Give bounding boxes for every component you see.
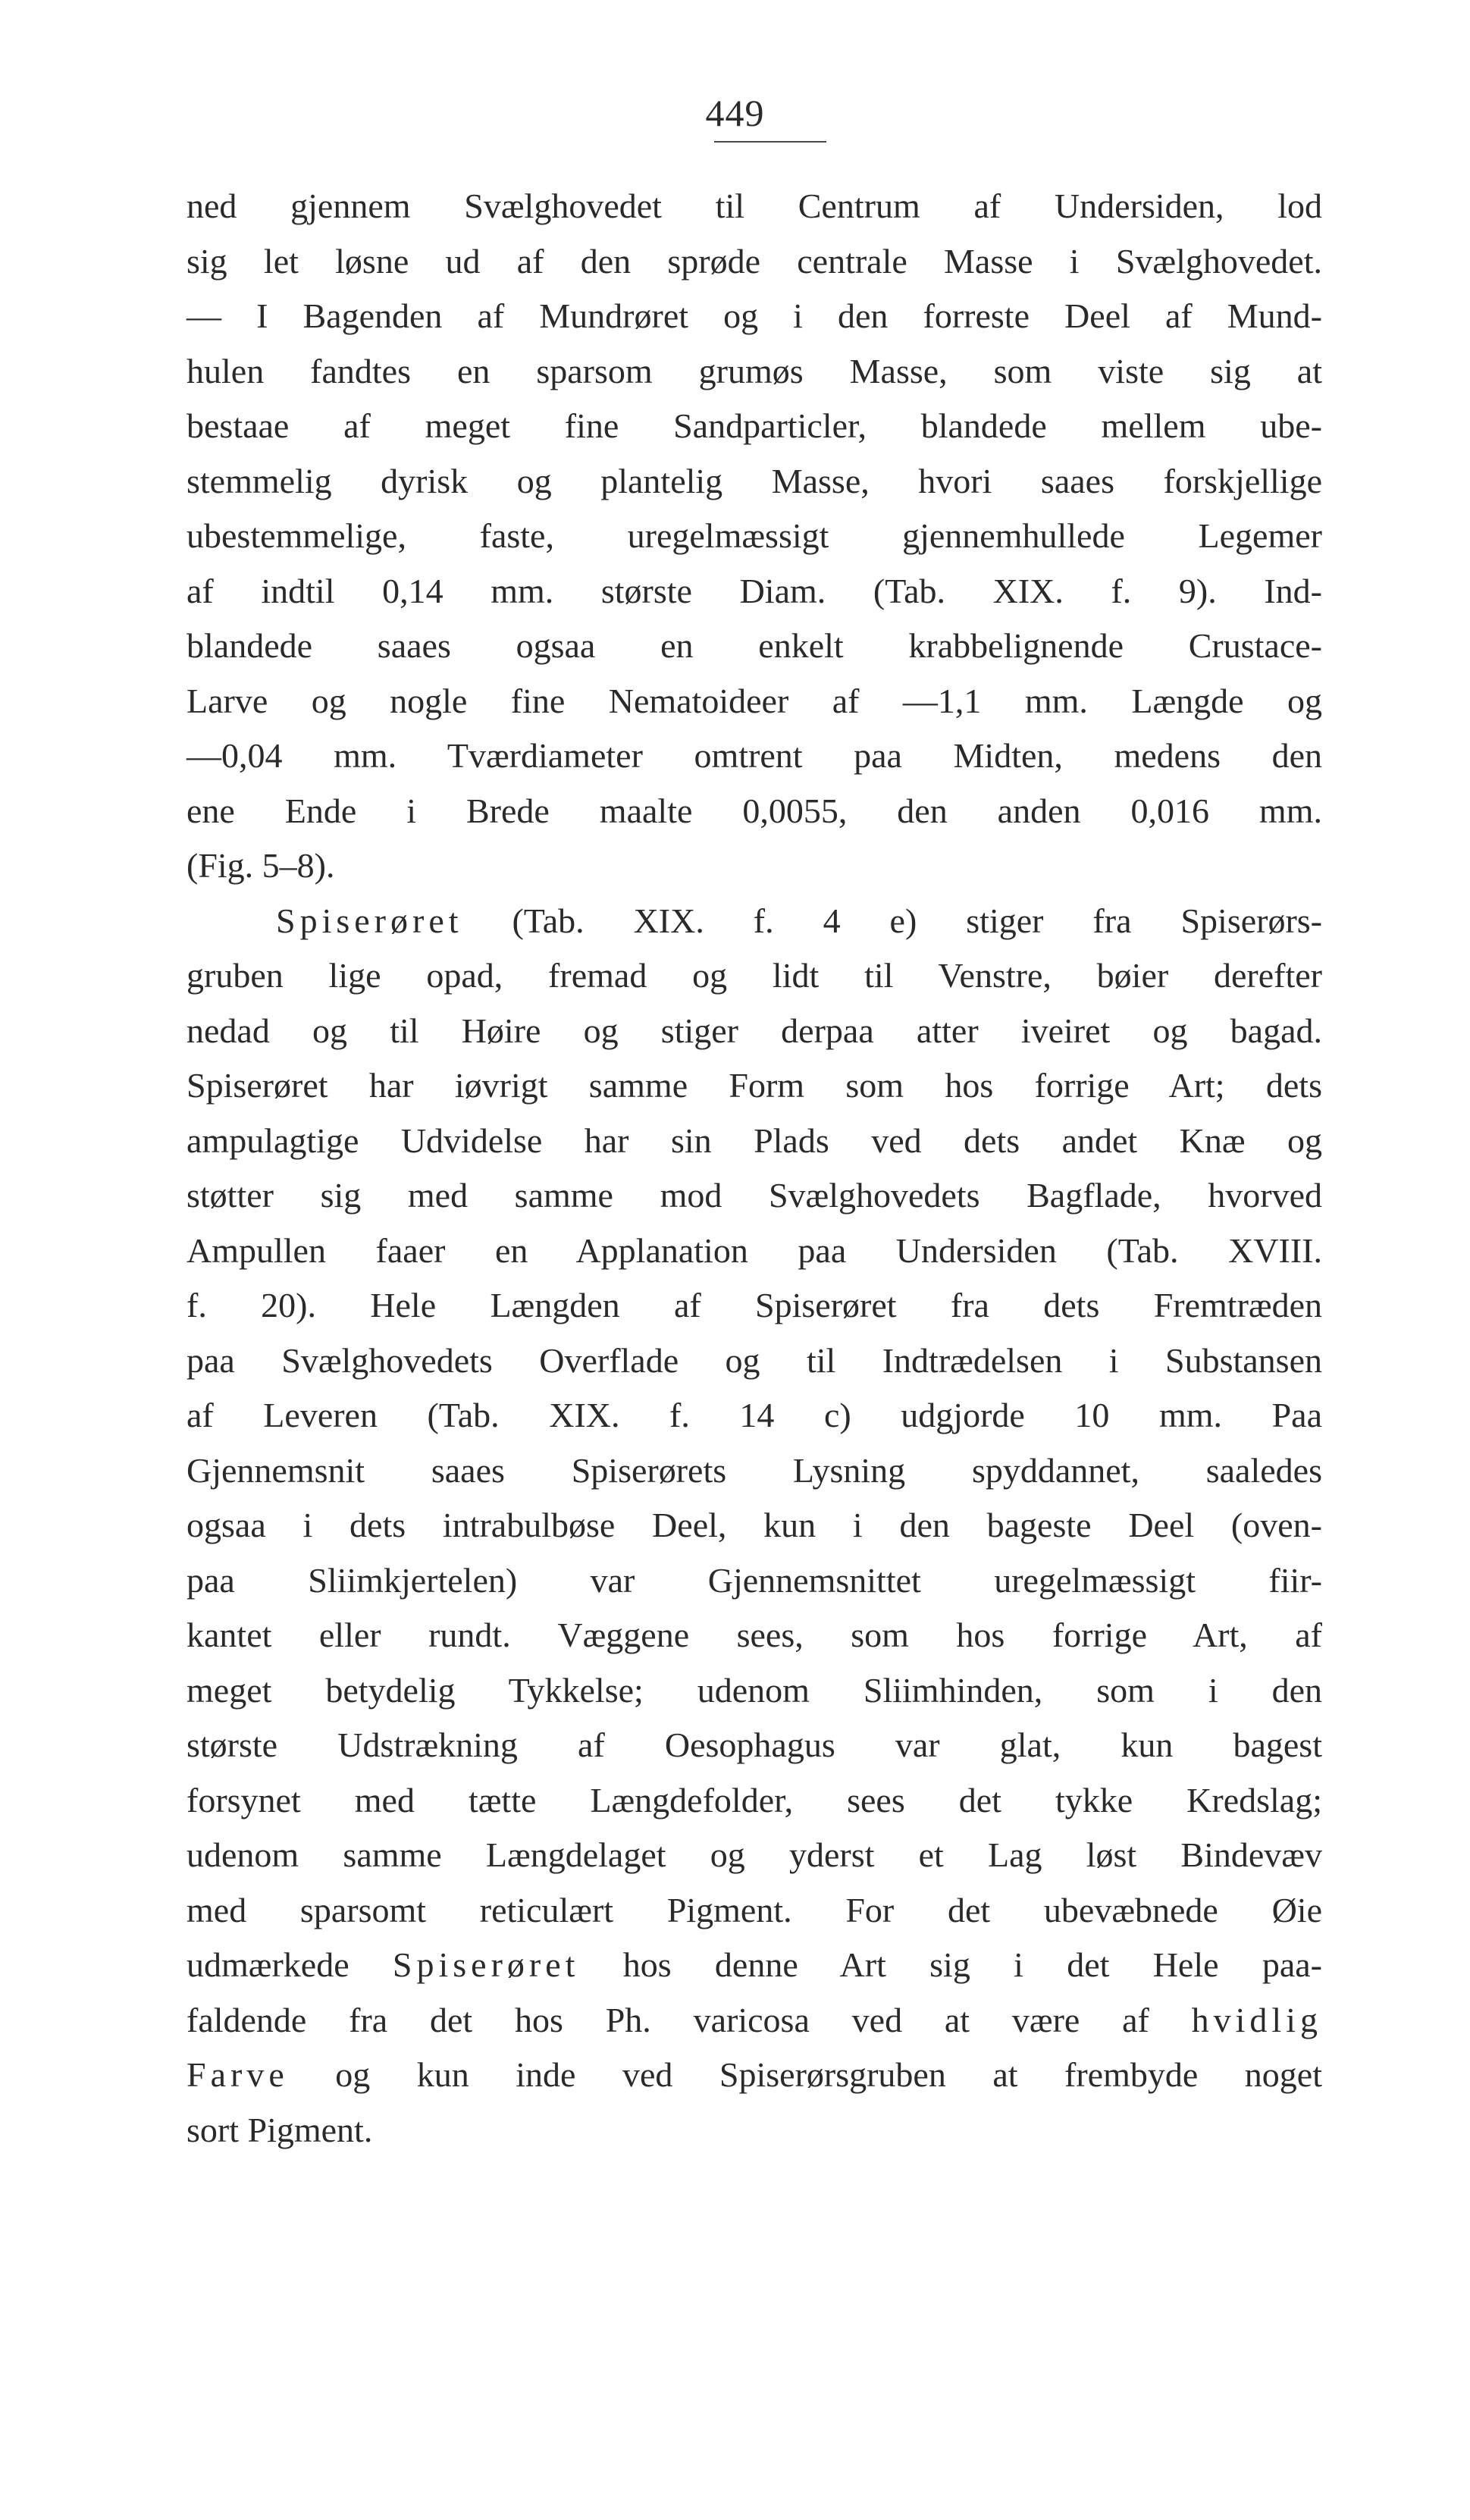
text-line: af Leveren (Tab. XIX. f. 14 c) udgjorde 10 mm. Paa [186, 1396, 1322, 1434]
spaced-term: hvidlig [1191, 2000, 1322, 2039]
text-line: Gjennemsnit saaes Spiserørets Lysning spyddannet, saaledes [186, 1450, 1322, 1490]
text-line [186, 1938, 1322, 1993]
text-line: største Udstrækning af Oesophagus var glat, kun bagest [186, 1725, 1322, 1764]
text-line: Ampullen faaer en Applanation paa Undersiden (Tab. XVIII. [186, 1230, 1322, 1270]
text-line: Spiserøret har iøvrigt samme Form som hos forrige Art; dets [186, 1066, 1322, 1105]
text-line: stemmelig dyrisk og plantelig Masse, hvori saaes forskjellige [186, 461, 1322, 500]
text-line: ned gjennem Svælghovedet til Centrum af Undersiden, lod [186, 186, 1322, 225]
text-run: og kun inde ved Spiserørsgruben at frembyde noget [288, 2055, 1322, 2094]
text-line: f. 20). Hele Længden af Spiserøret fra dets Fremtræden [186, 1286, 1322, 1324]
text-line: sig let løsne ud af den sprøde centrale Masse i Svælghovedet. [186, 241, 1322, 281]
text-line [186, 894, 1322, 949]
spaced-term: Spiserøret [276, 901, 463, 940]
text-line: udenom samme Længdelaget og yderst et Lag løst Bindevæv [186, 1835, 1322, 1874]
text-run: hos denne Art sig i det Hele paa- [579, 1945, 1322, 1984]
text-line: af indtil 0,14 mm. største Diam. (Tab. XIX. f. 9). Ind- [186, 571, 1322, 610]
text-run: udmærkede [186, 1945, 393, 1984]
text-line: paa Sliimkjertelen) var Gjennemsnittet uregelmæssigt fiir- [186, 1560, 1322, 1600]
text-line: med sparsomt reticulært Pigment. For det ubevæbnede Øie [186, 1890, 1322, 1929]
page-number-rule [714, 141, 826, 143]
text-line: støtter sig med samme mod Svælghovedets Bagflade, hvorved [186, 1176, 1322, 1215]
text-line: — I Bagenden af Mundrøret og i den forreste Deel af Mund- [186, 296, 1322, 335]
text-line: ene Ende i Brede maalte 0,0055, den anden 0,016 mm. [186, 791, 1322, 830]
text-line: hulen fandtes en sparsom grumøs Masse, som viste sig at [186, 351, 1322, 390]
text-line: kantet eller rundt. Væggene sees, som hos forrige Art, af [186, 1616, 1322, 1654]
text-line: sort Pigment. [186, 2110, 373, 2149]
text-line: gruben lige opad, fremad og lidt til Venstre, bøier derefter [186, 956, 1322, 995]
text-run: faldende fra det hos Ph. varicosa ved at være af [186, 2000, 1192, 2039]
text-run: (Tab. XIX. f. 4 e) stiger fra Spiserørs- [462, 901, 1322, 940]
text-line: ogsaa i dets intrabulbøse Deel, kun i den bageste Deel (oven- [186, 1506, 1322, 1544]
text-line: (Fig. 5–8). [186, 846, 335, 885]
text-line [186, 2048, 1322, 2103]
text-line: blandede saaes ogsaa en enkelt krabbelignende Crustace- [186, 626, 1322, 665]
text-line: ubestemmelige, faste, uregelmæssigt gjennemhullede Legemer [186, 516, 1322, 555]
text-line: bestaae af meget fine Sandparticler, blandede mellem ube- [186, 406, 1322, 445]
text-line: forsynet med tætte Længdefolder, sees det tykke Kredslag; [186, 1780, 1322, 1819]
text-line [186, 1993, 1322, 2048]
page-number: 449 [705, 92, 765, 134]
text-line: —0,04 mm. Tværdiameter omtrent paa Midten, medens den [186, 736, 1322, 775]
spaced-term: Farve [186, 2055, 289, 2094]
body-text [186, 179, 1322, 2158]
text-line: nedad og til Høire og stiger derpaa atter iveiret og bagad. [186, 1011, 1322, 1050]
text-line: ampulagtige Udvidelse har sin Plads ved dets andet Knæ og [186, 1121, 1322, 1160]
text-line: meget betydelig Tykkelse; udenom Sliimhinden, som i den [186, 1670, 1322, 1710]
spaced-term: Spiserøret [392, 1945, 580, 1984]
text-line: Larve og nogle fine Nematoideer af —1,1 mm. Længde og [186, 681, 1322, 720]
text-line: paa Svælghovedets Overflade og til Indtrædelsen i Substansen [186, 1340, 1322, 1380]
